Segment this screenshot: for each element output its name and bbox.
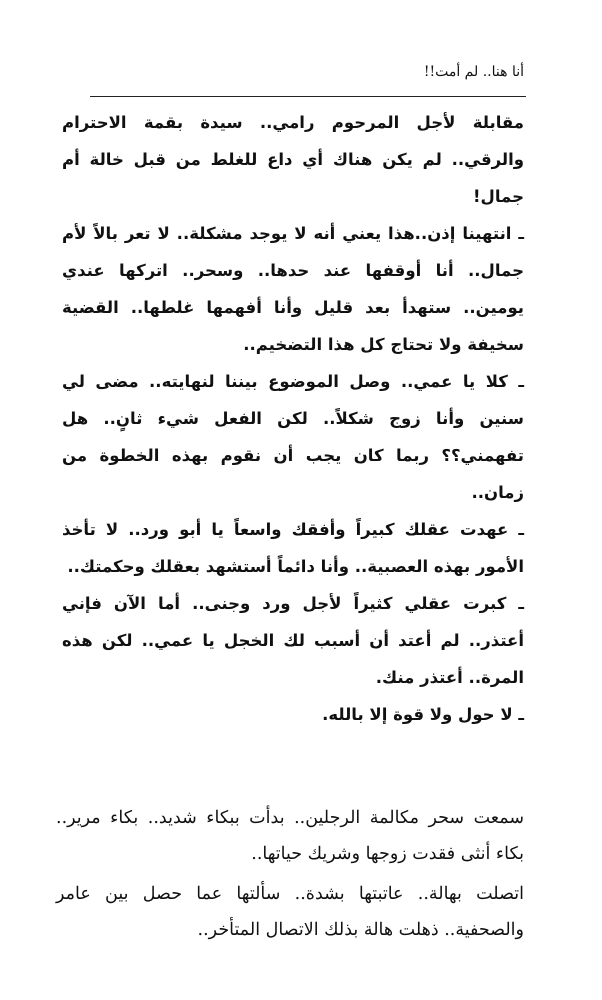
paragraph-4: ـ عهدت عقلك كبيراً وأفقك واسعاً يا أبو ورد.. لا تأخذ الأمور بهذه العصبية.. وأنا دائماً أستشهد بعقلك وحكمتك.. [62,520,524,576]
narrative-paragraph-2: اتصلت بهالة.. عاتبتها بشدة.. سألتها عما حصل بين عامر والصحفية.. ذهلت هالة بذلك الاتصال المتأخر.. [56,884,524,940]
paragraph-5: ـ كبرت عقلي كثيراً لأجل ورد وجنى.. أما الآن فإني أعتذر.. لم أعتد أن أسبب لك الخجل يا عمي.. لكن هذه المرة.. أعتذر منك. [62,594,524,687]
narrative-section [56,800,524,948]
dialogue-section [62,104,524,733]
header-divider [90,96,526,97]
paragraph-6: ـ لا حول ولا قوة إلا بالله. [322,705,524,724]
running-header-title: أنا هنا.. لم أمت!! [423,64,524,80]
narrative-paragraph-1: سمعت سحر مكالمة الرجلين.. بدأت ببكاء شديد.. بكاء مرير.. بكاء أنثى فقدت زوجها وشريك حياتها.. [56,808,524,864]
paragraph-1: مقابلة لأجل المرحوم رامي.. سيدة بقمة الاحترام والرقي.. لم يكن هناك أي داع للغلط من قبل خالة أم جمال! [62,113,524,206]
paragraph-2: ـ انتهينا إذن..هذا يعني أنه لا يوجد مشكلة.. لا تعر بالاً لأم جمال.. أنا أوقفها عند حدها.. وسحر.. اتركها عندي يومين.. ستهدأ بعد قليل وأنا أفهمها غلطها.. القضية سخيفة ولا تحتاج كل هذا التضخيم.. [62,224,524,354]
paragraph-3: ـ كلا يا عمي.. وصل الموضوع بيننا لنهايته.. مضى لي سنين وأنا زوج شكلاً.. لكن الفعل شيء ثانٍ.. هل تفهمني؟؟ ربما كان يجب أن نقوم بهذه الخطوة من زمان.. [62,372,524,502]
